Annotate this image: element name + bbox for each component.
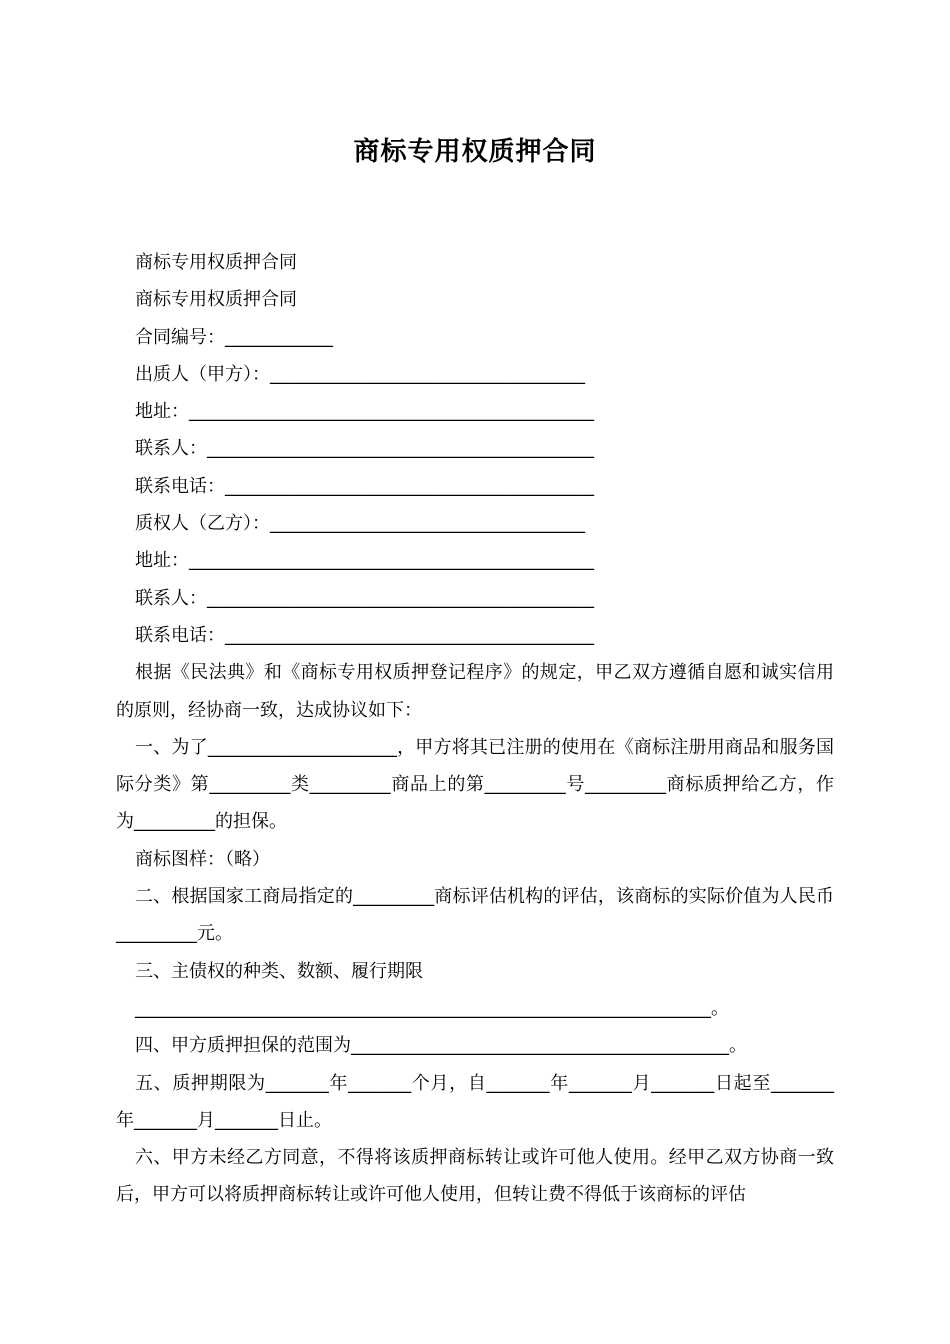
pledgor-contact-field: 联系人：___________________________________________ xyxy=(135,438,594,460)
clause-3-heading: 三、主债权的种类、数额、履行期限 xyxy=(135,960,423,982)
clause-4-paragraph: 四、甲方质押担保的范围为__________________________________________。 xyxy=(135,1035,747,1057)
pledgor-phone-field: 联系电话：_________________________________________ xyxy=(135,475,594,497)
pledgee-contact-field: 联系人：___________________________________________ xyxy=(135,587,594,609)
pledgee-name-field: 质权人（乙方）：___________________________________ xyxy=(135,513,585,535)
pledgor-address-field: 地址：_____________________________________________ xyxy=(135,401,594,423)
pledgee-address-field: 地址：_____________________________________________ xyxy=(135,550,594,572)
clause-6-paragraph: 六、甲方未经乙方同意，不得将该质押商标转让或许可他人使用。经甲乙双方协商一致 后，甲方可以将质押商标转让或许可他人使用，但转让费不得低于该商标的评估 xyxy=(116,1147,834,1206)
document-body xyxy=(116,244,834,1214)
preamble-paragraph: 根据《民法典》和《商标专用权质押登记程序》的规定，甲乙双方遵循自愿和诚实信用的原则，经协商一致，达成协议如下： xyxy=(116,662,834,721)
trademark-sample-line: 商标图样：（略） xyxy=(135,848,270,870)
contract-number-field: 合同编号：____________ xyxy=(135,326,333,348)
clause-1-paragraph: 一、为了_____________________，甲方将其已注册的使用在《商标注册用商品和服务国际分类》第_________类_________商品上的第_________号_________商标质押给乙方，作为_________的担保。 xyxy=(116,736,834,833)
header-line: 商标专用权质押合同 xyxy=(135,252,297,273)
clause-2-paragraph: 二、根据国家工商局指定的_________商标评估机构的评估，该商标的实际价值为人民币_________元。 xyxy=(116,886,834,945)
pledgee-phone-field: 联系电话：_________________________________________ xyxy=(135,624,594,646)
clause-5-paragraph: 五、质押期限为_______年_______个月，自_______年_______月_______日起至_______年_______月_______日止。 xyxy=(116,1072,834,1131)
clause-3-blank-line: ________________________________________________________________。 xyxy=(135,997,729,1019)
pledgor-name-field: 出质人（甲方）：___________________________________ xyxy=(135,363,585,385)
document-title: 商标专用权质押合同 xyxy=(353,137,597,167)
header-line: 商标专用权质押合同 xyxy=(135,289,297,311)
